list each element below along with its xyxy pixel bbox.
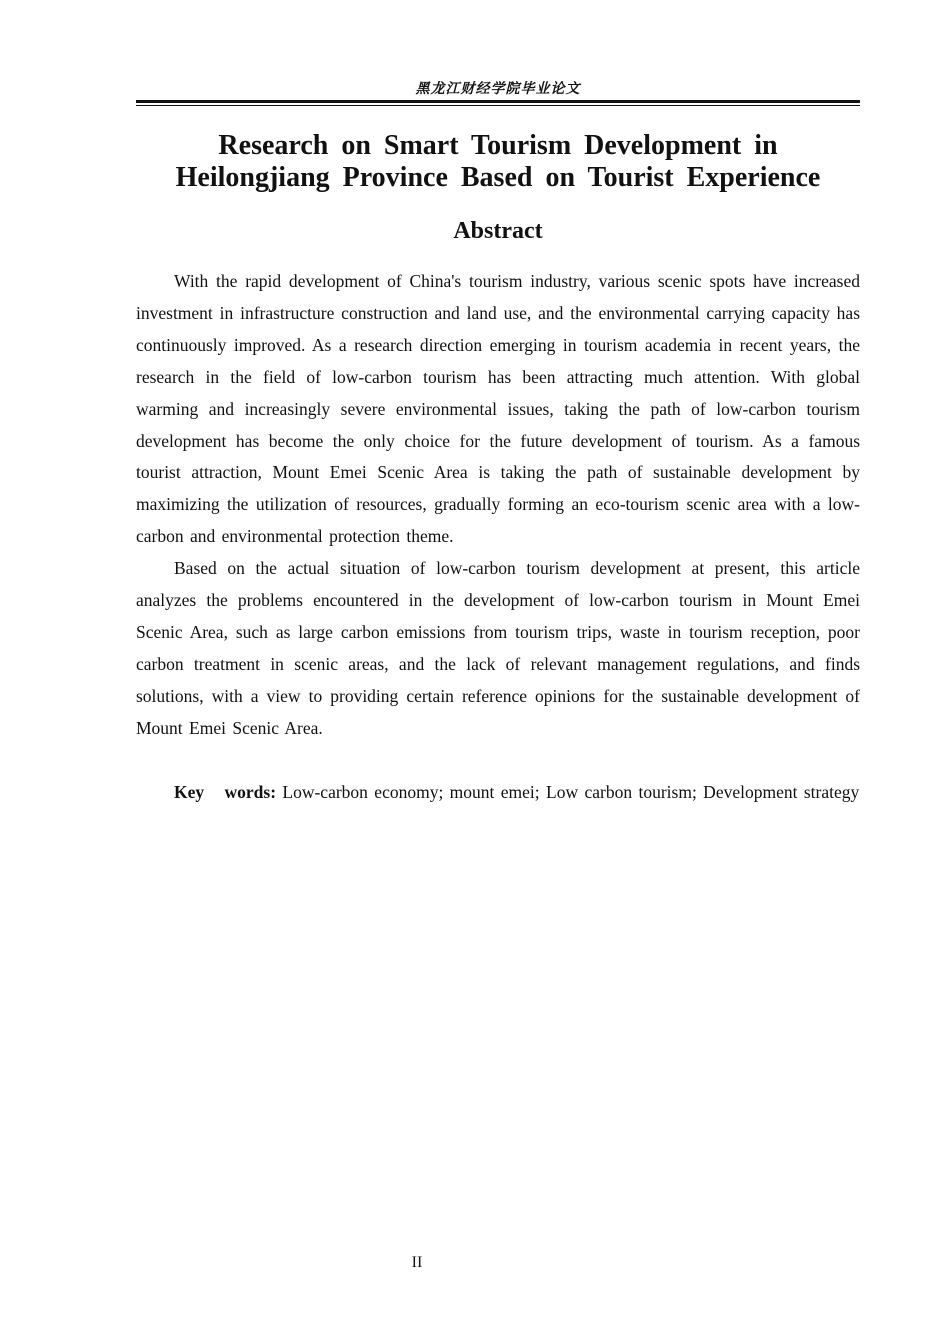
abstract-paragraph-1: With the rapid development of China's tourism industry, various scenic spots have increased investment in infrastructure construction and land use, and the environmental carrying capacity has continuously improved. As a research direction emerging in tourism academia in recent years, the research in the field of low-carbon tourism has been attracting much attention. With global warming and increasingly severe environmental issues, taking the path of low-carbon tourism development has become the only choice for the future development of tourism. As a famous tourist attraction, Mount Emei Scenic Area is taking the path of sustainable development by maximizing the utilization of resources, gradually forming an eco-tourism scenic area with a low-carbon and environmental protection theme. bbox=[136, 271, 860, 547]
keywords bbox=[136, 777, 860, 809]
page-header: 黑龙江财经学院毕业论文 bbox=[415, 81, 581, 97]
document-title: Research on Smart Tourism Development in Heilongjiang Province Based on Tourist Experience bbox=[175, 130, 821, 193]
keywords-label: Key words: bbox=[174, 781, 277, 802]
keywords-text: Low-carbon economy; mount emei; Low carbon tourism; Development strategy bbox=[282, 781, 860, 802]
page-number: II bbox=[411, 1254, 423, 1271]
header-rule-thick bbox=[136, 100, 860, 103]
abstract-heading: Abstract bbox=[453, 218, 543, 244]
header-rule-thin bbox=[136, 105, 860, 106]
document-body bbox=[136, 130, 860, 809]
abstract-paragraph-2: Based on the actual situation of low-carbon tourism development at present, this article analyzes the problems encountered in the development of low-carbon tourism in Mount Emei Scenic Area, such as large carbon emissions from tourism trips, waste in tourism reception, poor carbon treatment in scenic areas, and the lack of relevant management regulations, and finds solutions, with a view to providing certain reference opinions for the sustainable development of Mount Emei Scenic Area. bbox=[136, 558, 860, 738]
